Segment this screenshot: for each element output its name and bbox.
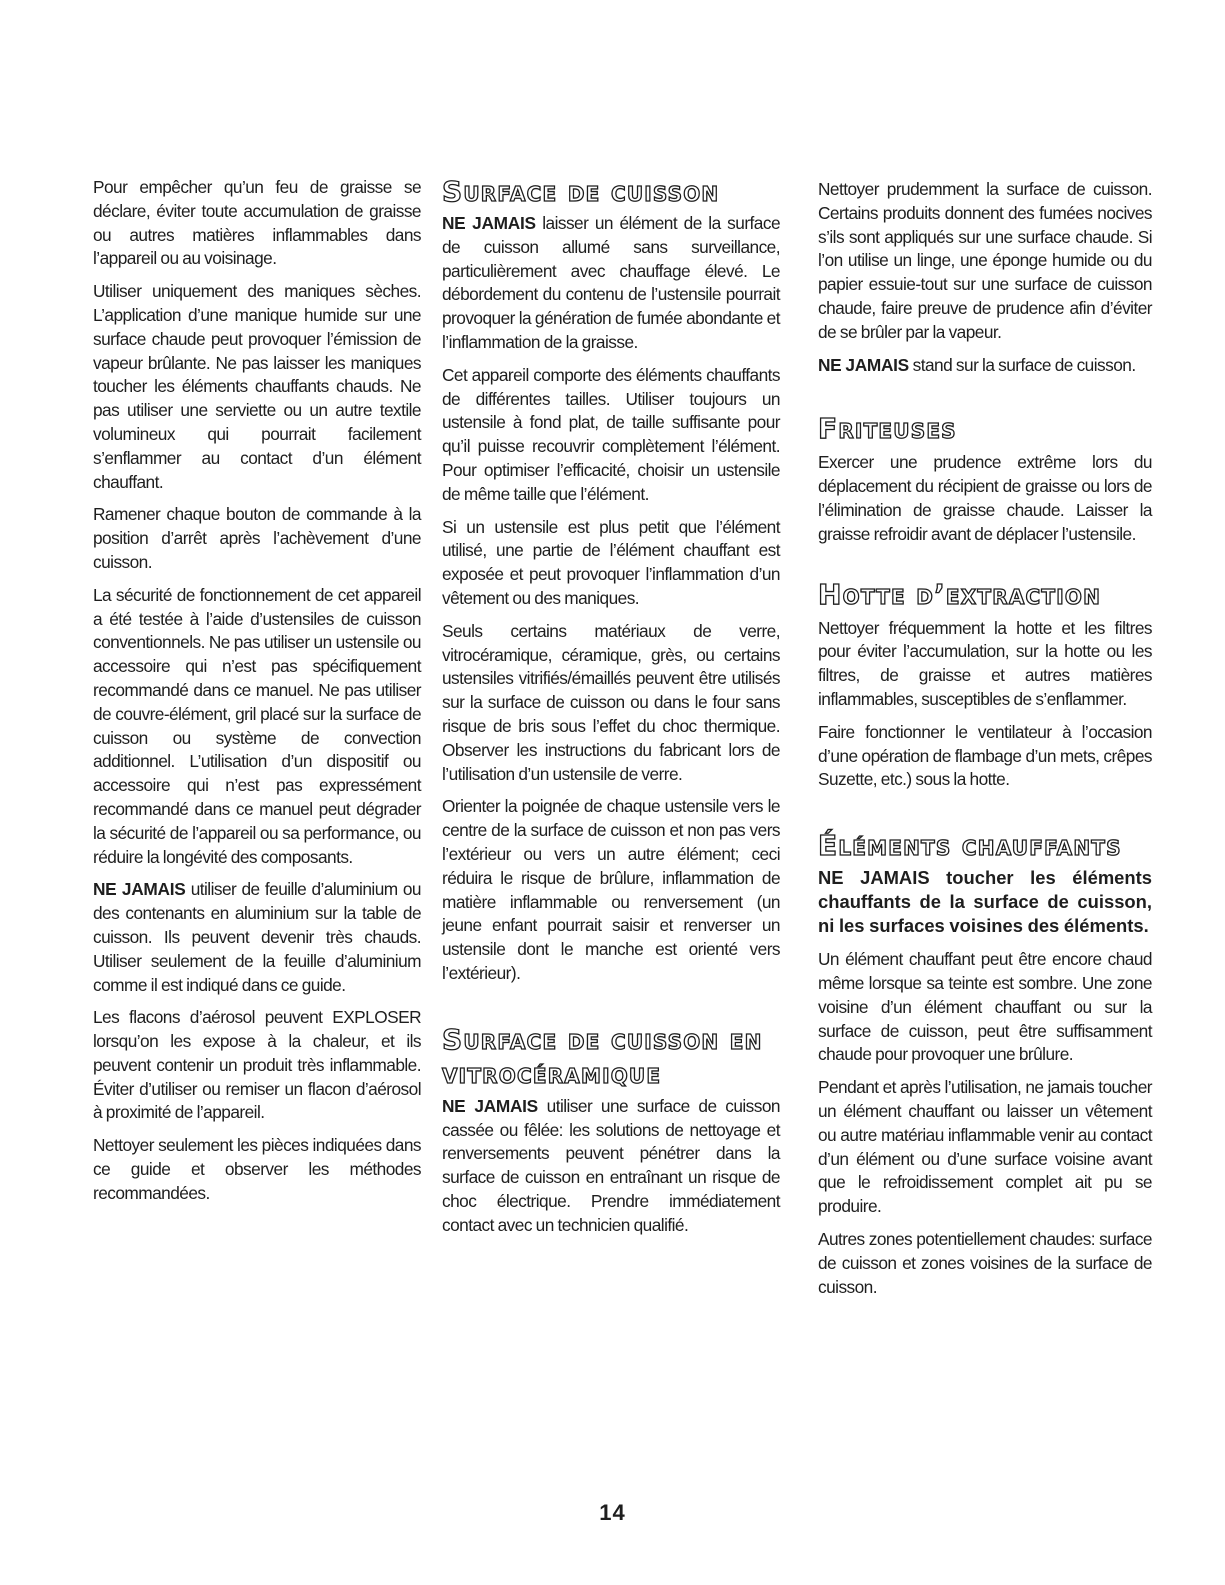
paragraph-text: utiliser une surface de cuisson cassée ou fêlée: les solutions de nettoyage et renversements peuvent pénétrer dans la surface de cuisson en entraînant un risque de choc électrique. Prendre immédiatement contact avec un technicien qualifié. xyxy=(442,1095,780,1235)
middle-column xyxy=(442,176,780,1246)
heading-surface-de-cuisson: Surface de cuisson xyxy=(442,175,720,208)
paragraph-still-hot: Un élément chauffant peut être encore chaud même lorsque sa teinte est sombre. Une zone voisine d’un élément chauffant ou sur la surface de cuisson, peut être suffisamment chaude pour provoquer une brûlure. xyxy=(818,949,1152,1065)
heading-line-2: vitrocéramique xyxy=(442,1056,662,1090)
paragraph-during-after-use: Pendant et après l’utilisation, ne jamais toucher un élément chauffant ou laisser un vêtement ou autre matériau inflammable venir au contact d’un élément ou d’une surface voisine avant que le refroidissement complet ait pu se produire. xyxy=(818,1077,1152,1217)
paragraph-ventilator: Faire fonctionner le ventilateur à l’occasion d’une opération de flambage d’un mets, crêpes Suzette, etc.) sous la hotte. xyxy=(818,721,1152,790)
paragraph-small-utensil: Si un ustensile est plus petit que l’élément utilisé, une partie de l’élément chauffant est exposée et peut provoquer l’inflammation d’un vêtement ou des maniques. xyxy=(442,516,780,608)
paragraph-text: stand sur la surface de cuisson. xyxy=(908,354,1136,375)
paragraph-grease-fire: Pour empêcher qu’un feu de graisse se déclare, éviter toute accumulation de graisse ou autres matières inflammables dans l’appareil ou au voisinage. xyxy=(93,177,421,269)
paragraph-handle-orientation: Orienter la poignée de chaque ustensile vers le centre de la surface de cuisson et non pas vers l’extérieur ou vers un autre élément; ceci réduira le risque de brûlure, inflammation de matière inflammable ou renversement (un jeune enfant pourrait saisir et renverser un ustensile dont le manche est orienté vers l’extérieur). xyxy=(442,796,780,983)
warning-keyword: NE JAMAIS xyxy=(818,354,909,375)
paragraph-clean-hood: Nettoyer fréquemment la hotte et les filtres pour éviter l’accumulation, sur la hotte ou les filtres, de graisse et autres matières inflammables, susceptibles de s’enflammer. xyxy=(818,617,1152,709)
paragraph-clean-carefully: Nettoyer prudemment la surface de cuisson. Certains produits donnent des fumées nocives s’ils sont appliqués sur une surface chaude. Si l’on utilise un linge, une éponge humide ou du papier essuie-tout sur une surface de cuisson chaude, faire preuve de prudence afin d’éviter de se brûler par la vapeur. xyxy=(818,179,1152,342)
paragraph-pot-holders: Utiliser uniquement des maniques sèches. L’application d’une manique humide sur une surface chaude peut provoquer l’émission de vapeur brûlante. Ne pas laisser les maniques toucher les éléments chauffants chauds. Ne pas utiliser une serviette ou un autre textile volumineux qui pourrait facilement s’enflammer au contact d’un élément chauffant. xyxy=(93,281,421,492)
paragraph-unattended xyxy=(442,212,780,355)
paragraph-text: utiliser de feuille d’aluminium ou des contenants en aluminium sur la table de cuisson. Ils peuvent devenir très chauds. Utiliser seulement de la feuille d’aluminium comme il est indiqué dans ce guide. xyxy=(93,879,421,995)
paragraph-never-stand xyxy=(818,354,1152,378)
paragraph-cleaning-parts: Nettoyer seulement les pièces indiquées dans ce guide et observer les méthodes recommandées. xyxy=(93,1135,421,1203)
paragraph-other-hot-zones: Autres zones potentiellement chaudes: surface de cuisson et zones voisines de la surface de cuisson. xyxy=(818,1228,1152,1297)
paragraph-control-knobs: Ramener chaque bouton de commande à la position d’arrêt après l’achèvement d’une cuisson. xyxy=(93,504,421,572)
heading-hotte-extraction: Hotte d’extraction xyxy=(818,577,1102,611)
heading-line-1: Surface de cuisson en xyxy=(442,1022,763,1056)
paragraph-never-touch: NE JAMAIS toucher les éléments chauffants de la surface de cuisson, ni les surfaces voisines des éléments. xyxy=(818,867,1152,937)
left-column xyxy=(93,176,421,1215)
warning-keyword: NE JAMAIS xyxy=(442,213,536,233)
warning-keyword: NE JAMAIS xyxy=(93,879,186,900)
heading-friteuses: Friteuses xyxy=(818,412,957,446)
paragraph-aerosol: Les flacons d’aérosol peuvent EXPLOSER lorsqu’on les expose à la chaleur, et ils peuvent contenir un produit très inflammable. Éviter d’utiliser ou remiser un flacon d’aérosol à proximité de l’appareil. xyxy=(93,1007,421,1123)
paragraph-safety-testing: La sécurité de fonctionnement de cet appareil a été testée à l’aide d’ustensiles de cuisson conventionnels. Ne pas utiliser un ustensile ou accessoire qui n’est pas spécifiquement recommandé dans ce manuel. Ne pas utiliser de couvre-élément, gril placé sur la surface de cuisson ou système de convection additionnel. L’utilisation d’un dispositif ou accessoire qui n’est pas expressément recommandé dans ce manuel peut dégrader la sécurité de l’appareil ou sa performance, ou réduire la longévité des composants. xyxy=(93,584,421,867)
paragraph-aluminium-foil xyxy=(93,878,421,997)
right-column xyxy=(818,178,1152,1308)
paragraph-deep-fryers: Exercer une prudence extrême lors du déplacement du récipient de graisse ou lors de l’élimination de graisse chaude. Laisser la graisse refroidir avant de déplacer l’ustensile. xyxy=(818,452,1152,544)
paragraph-cracked-surface xyxy=(442,1095,780,1238)
paragraph-glass-materials: Seuls certains matériaux de verre, vitrocéramique, céramique, grès, ou certains ustensiles vitrifiés/émaillés peuvent être utilisés sur la surface de cuisson ou dans le four sans risque de bris sous l’effet du choc thermique. Observer les instructions du fabricant lors de l’utilisation d’un ustensile de verre. xyxy=(442,620,780,784)
heading-surface-vitroceramique xyxy=(442,1023,780,1091)
paragraph-element-sizes: Cet appareil comporte des éléments chauffants de différentes tailles. Utiliser toujours un ustensile à fond plat, de taille suffisante pour qu’il puisse recouvrir complètement l’élément. Pour optimiser l’efficacité, choisir un ustensile de même taille que l’élément. xyxy=(442,364,780,504)
paragraph-text: laisser un élément de la surface de cuisson allumé sans surveillance, particulièrement avec chauffage élevé. Le débordement du contenu de l’ustensile pourrait provoquer la génération de fumée abondante et l’inflammation de la graisse. xyxy=(442,213,781,352)
page-number: 14 xyxy=(599,1500,626,1525)
heading-elements-chauffants: Éléments chauffants xyxy=(818,829,1122,863)
warning-keyword: NE JAMAIS xyxy=(442,1095,538,1116)
